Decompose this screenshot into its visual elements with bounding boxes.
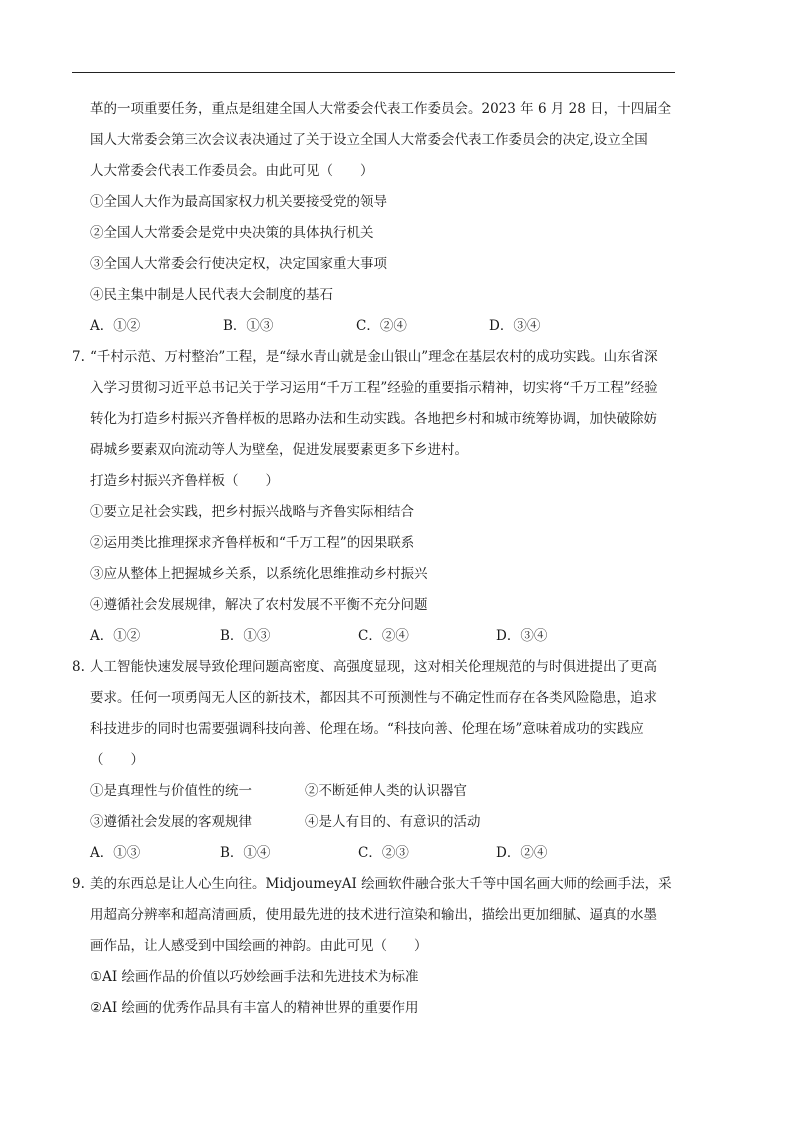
option-line: ①要立足社会实践，把乡村振兴战略与齐鲁实际相结合 [90,504,414,520]
answer-choices [72,311,682,342]
question-6-continuation [72,94,682,342]
question-text-line: 科技进步的同时也需要强调科技向善、伦理在场。“科技向善、伦理在场”意味着成功的实践应 [90,721,644,737]
question-number: 7. [72,349,85,365]
choice-b: B．①③ [223,318,274,334]
choice-a: A．①③ [90,845,141,861]
option-line: ④遵循社会发展规律，解决了农村发展不平衡不充分问题 [90,597,428,613]
question-number: 8. [72,659,85,675]
option-line: ①全国人大作为最高国家权力机关要接受党的领导 [90,194,387,210]
choice-d: D．③④ [496,628,548,644]
header-rule [72,72,675,73]
question-text-line: （ ） [90,752,144,768]
question-text-line: 碍城乡要素双向流动等人为壁垒，促进发展要素更多下乡进村。 [90,442,468,458]
choice-b: B．①④ [220,845,271,861]
question-9 [72,869,682,1024]
question-text-line: 人工智能快速发展导致伦理问题高密度、高强度显现，这对相关伦理规范的与时俱进提出了更高 [90,659,657,675]
question-stem: 打造乡村振兴齐鲁样板（ ） [90,473,279,489]
option-line: ②运用类比推理探求齐鲁样板和“千万工程”的因果联系 [90,535,415,551]
choice-c: C．②④ [358,628,409,644]
option-line: ①AI 绘画作品的价值以巧妙绘画手法和先进技术为标准 [90,969,419,985]
question-text-line: 国人大常委会第三次会议表决通过了关于设立全国人大常委会代表工作委员会的决定,设立全国 [90,132,648,148]
choice-c: C．②④ [356,318,407,334]
question-text-line: “千村示范、万村整治”工程，是“绿水青山就是金山银山”理念在基层农村的成功实践。山东省深 [90,349,658,365]
question-7 [72,342,682,652]
answer-choices [72,838,682,869]
choice-a: A．①② [90,628,141,644]
question-text-line: 入学习贯彻习近平总书记关于学习运用“千万工程”经验的重要指示精神，切实将“千万工程”经验 [90,380,658,396]
question-text-line: 美的东西总是让人心生向往。MidjoumeyAI 绘画软件融合张大千等中国名画大师的绘画手法，采 [90,876,672,892]
option-line: ④民主集中制是人民代表大会制度的基石 [90,287,333,303]
exam-page [72,94,682,1024]
option-line: ③遵循社会发展的客观规律 [90,814,252,830]
question-text-line: 用超高分辨率和超高清画质，使用最先进的技术进行渲染和输出，描绘出更加细腻、逼真的水墨 [90,907,657,923]
choice-a: A．①② [90,318,141,334]
choice-d: D．③④ [489,318,541,334]
option-row [72,807,682,838]
option-line: ②AI 绘画的优秀作品具有丰富人的精神世界的重要作用 [90,1000,419,1016]
option-line: ③全国人大常委会行使决定权，决定国家重大事项 [90,256,387,272]
question-text-line: 画作品，让人感受到中国绘画的神韵。由此可见（ ） [90,938,428,954]
answer-choices [72,621,682,652]
question-text-line: 革的一项重要任务，重点是组建全国人大常委会代表工作委员会。2023 年 6 月 28 日，十四届全 [90,101,672,117]
question-text-line: 要求。任何一项勇闯无人区的新技术，都因其不可预测性与不确定性而存在各类风险隐患，追求 [90,690,657,706]
choice-c: C．②③ [358,845,409,861]
question-number: 9. [72,876,85,892]
option-line: ④是人有目的、有意识的活动 [305,814,481,830]
question-text-line: 转化为打造乡村振兴齐鲁样板的思路办法和生动实践。各地把乡村和城市统筹协调，加快破除妨 [90,411,657,427]
option-line: ①是真理性与价值性的统一 [90,783,252,799]
option-line: ③应从整体上把握城乡关系，以系统化思维推动乡村振兴 [90,566,428,582]
choice-d: D．②④ [496,845,548,861]
question-8 [72,652,682,869]
option-line: ②不断延伸人类的认识器官 [305,783,467,799]
choice-b: B．①③ [220,628,271,644]
option-row [72,776,682,807]
question-text-line: 人大常委会代表工作委员会。由此可见（ ） [90,163,374,179]
option-line: ②全国人大常委会是党中央决策的具体执行机关 [90,225,374,241]
